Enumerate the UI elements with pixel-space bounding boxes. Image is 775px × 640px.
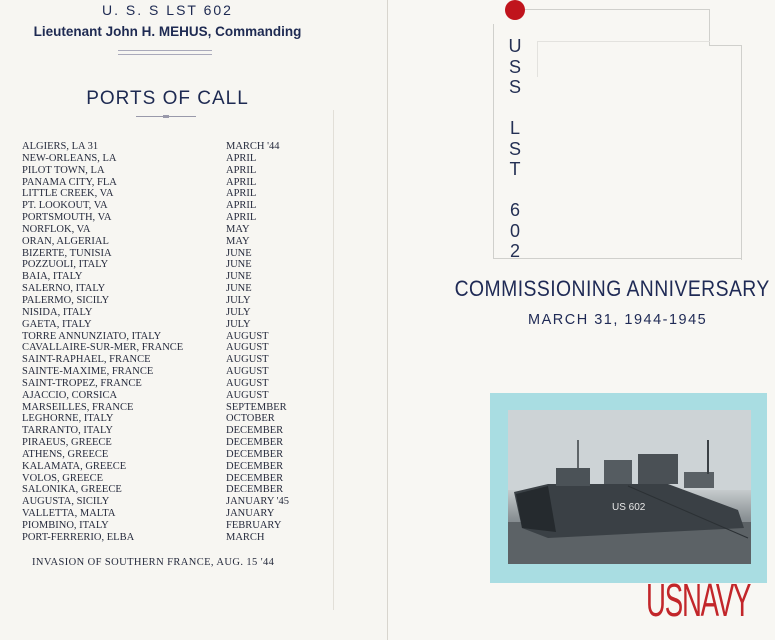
port-name: PT. LOOKOUT, VA xyxy=(22,200,108,212)
port-month: APRIL xyxy=(226,152,257,164)
port-month: MAY xyxy=(226,235,250,247)
port-row xyxy=(22,295,322,307)
port-month: SEPTEMBER xyxy=(226,401,287,413)
port-month: JUNE xyxy=(226,247,252,259)
frame-line xyxy=(709,45,741,46)
port-row xyxy=(22,473,322,485)
port-month: JULY xyxy=(226,306,251,318)
frame-line xyxy=(741,45,742,260)
port-month: JUNE xyxy=(226,283,252,295)
cover-title: COMMISSIONING ANNIVERSARY xyxy=(454,276,770,301)
port-month: DECEMBER xyxy=(226,484,284,496)
port-month: AUGUST xyxy=(226,366,269,378)
port-month: AUGUST xyxy=(226,342,269,354)
port-name: KALAMATA, GREECE xyxy=(22,460,127,472)
vertical-letter xyxy=(502,98,528,119)
red-dot xyxy=(505,0,525,20)
us-navy-logo: USNAVY xyxy=(646,574,751,626)
frame-line xyxy=(537,41,710,77)
port-month: DECEMBER xyxy=(226,460,284,472)
port-month: OCTOBER xyxy=(226,413,275,425)
port-month: APRIL xyxy=(226,164,257,176)
port-row xyxy=(22,461,322,473)
port-row xyxy=(22,437,322,449)
port-name: PIOMBINO, ITALY xyxy=(22,520,109,531)
port-month: MAY xyxy=(226,223,250,235)
port-row xyxy=(22,200,322,212)
port-month: DECEMBER xyxy=(226,448,284,460)
port-row xyxy=(22,449,322,461)
port-name: ORAN, ALGERIAL xyxy=(22,235,109,247)
port-name: TARRANTO, ITALY xyxy=(22,425,113,437)
port-row xyxy=(22,248,322,260)
port-name: PILOT TOWN, LA xyxy=(22,164,105,176)
port-row xyxy=(22,283,322,295)
port-row xyxy=(22,342,322,354)
port-row xyxy=(22,177,322,189)
port-row xyxy=(22,425,322,437)
port-row xyxy=(22,366,322,378)
port-name: ATHENS, GREECE xyxy=(22,448,109,460)
port-row xyxy=(22,141,322,153)
port-month: AUGUST xyxy=(226,389,269,401)
port-row xyxy=(22,354,322,366)
port-name: PORT-FERRERIO, ELBA xyxy=(22,531,135,543)
port-row xyxy=(22,378,322,390)
port-name: ALGIERS, LA 31 xyxy=(22,141,99,152)
port-name: VALLETTA, MALTA xyxy=(22,508,116,520)
port-name: CAVALLAIRE-SUR-MER, FRANCE xyxy=(22,342,184,354)
port-row xyxy=(22,165,322,177)
port-row xyxy=(22,212,322,224)
vertical-letter: S xyxy=(508,56,521,77)
ports-list xyxy=(22,141,322,544)
lst-ship-image xyxy=(508,410,751,564)
frame-line xyxy=(493,258,741,259)
port-name: LITTLE CREEK, VA xyxy=(22,188,114,200)
port-month: APRIL xyxy=(226,200,257,212)
port-row xyxy=(22,496,322,508)
vertical-letter xyxy=(502,180,528,201)
port-row xyxy=(22,331,322,343)
port-name: NORFLOK, VA xyxy=(22,223,91,235)
port-month: MARCH xyxy=(226,531,265,543)
port-month: JULY xyxy=(226,318,251,330)
vertical-ship-name xyxy=(502,36,528,262)
cover-date: MARCH 31, 1944-1945 xyxy=(528,312,708,328)
port-month: MARCH '44 xyxy=(226,141,280,152)
port-row xyxy=(22,224,322,236)
vertical-letter: 2 xyxy=(509,241,520,261)
vertical-letter: U xyxy=(508,36,522,56)
vertical-letter: S xyxy=(508,77,521,97)
port-month: DECEMBER xyxy=(226,437,284,449)
port-name: PALERMO, SICILY xyxy=(22,294,110,306)
photo-frame xyxy=(490,393,767,583)
port-name: SALERNO, ITALY xyxy=(22,283,106,295)
cover-page xyxy=(388,0,775,640)
hull-marking: US 602 xyxy=(612,502,646,513)
commander-line: Lieutenant John H. MEHUS, Commanding xyxy=(33,24,302,39)
port-month: APRIL xyxy=(226,176,257,188)
ship-header: U. S. S LST 602 xyxy=(102,2,233,18)
port-name: VOLOS, GREECE xyxy=(22,472,104,484)
port-name: BAIA, ITALY xyxy=(22,271,83,283)
ship-photo xyxy=(508,410,751,564)
port-name: SAINT-TROPEZ, FRANCE xyxy=(22,377,142,389)
port-month: JUNE xyxy=(226,259,252,271)
port-row xyxy=(22,508,322,520)
port-row xyxy=(22,307,322,319)
frame-line xyxy=(525,9,710,10)
port-row xyxy=(22,413,322,425)
port-month: APRIL xyxy=(226,188,257,200)
port-month: DECEMBER xyxy=(226,472,284,484)
port-name: AJACCIO, CORSICA xyxy=(22,389,118,401)
port-name: NISIDA, ITALY xyxy=(22,306,93,318)
port-name: PIRAEUS, GREECE xyxy=(22,437,112,449)
port-row xyxy=(22,259,322,271)
port-row xyxy=(22,271,322,283)
port-month: AUGUST xyxy=(226,354,269,366)
port-row xyxy=(22,188,322,200)
port-row xyxy=(22,484,322,496)
port-row xyxy=(22,390,322,402)
port-name: BIZERTE, TUNISIA xyxy=(22,247,112,259)
footer-note: INVASION OF SOUTHERN FRANCE, AUG. 15 '44 xyxy=(32,557,275,568)
port-row xyxy=(22,532,322,544)
port-name: POZZUOLI, ITALY xyxy=(22,259,109,271)
vertical-letter: 6 xyxy=(509,200,520,220)
vertical-letter: 0 xyxy=(509,220,520,241)
vertical-letter: T xyxy=(509,159,521,179)
vertical-letter: L xyxy=(509,118,520,138)
port-name: SALONIKA, GREECE xyxy=(22,484,122,496)
port-row xyxy=(22,319,322,331)
port-month: JANUARY '45 xyxy=(226,496,290,508)
title-ornament xyxy=(136,116,196,117)
page-fold xyxy=(333,110,334,610)
port-month: JULY xyxy=(226,294,251,306)
port-month: FEBRUARY xyxy=(226,520,282,531)
port-month: AUGUST xyxy=(226,330,269,342)
port-row xyxy=(22,520,322,532)
port-row xyxy=(22,236,322,248)
port-name: LEGHORNE, ITALY xyxy=(22,413,114,425)
port-month: APRIL xyxy=(226,212,257,224)
port-month: JUNE xyxy=(226,271,252,283)
port-name: AUGUSTA, SICILY xyxy=(22,496,110,508)
vertical-letter: S xyxy=(508,138,521,159)
ports-title: PORTS OF CALL xyxy=(86,88,249,109)
port-row xyxy=(22,402,322,414)
header-rule xyxy=(118,50,212,55)
port-name: SAINTE-MAXIME, FRANCE xyxy=(22,366,154,378)
port-name: MARSEILLES, FRANCE xyxy=(22,401,134,413)
port-month: AUGUST xyxy=(226,377,269,389)
port-name: PORTSMOUTH, VA xyxy=(22,212,112,224)
frame-line xyxy=(493,24,494,258)
port-row xyxy=(22,153,322,165)
port-name: TORRE ANNUNZIATO, ITALY xyxy=(22,330,162,342)
port-month: JANUARY xyxy=(226,508,275,520)
port-name: GAETA, ITALY xyxy=(22,318,92,330)
port-name: SAINT-RAPHAEL, FRANCE xyxy=(22,354,151,366)
port-name: NEW-ORLEANS, LA xyxy=(22,152,117,164)
port-name: PANAMA CITY, FLA xyxy=(22,176,117,188)
port-month: DECEMBER xyxy=(226,425,284,437)
